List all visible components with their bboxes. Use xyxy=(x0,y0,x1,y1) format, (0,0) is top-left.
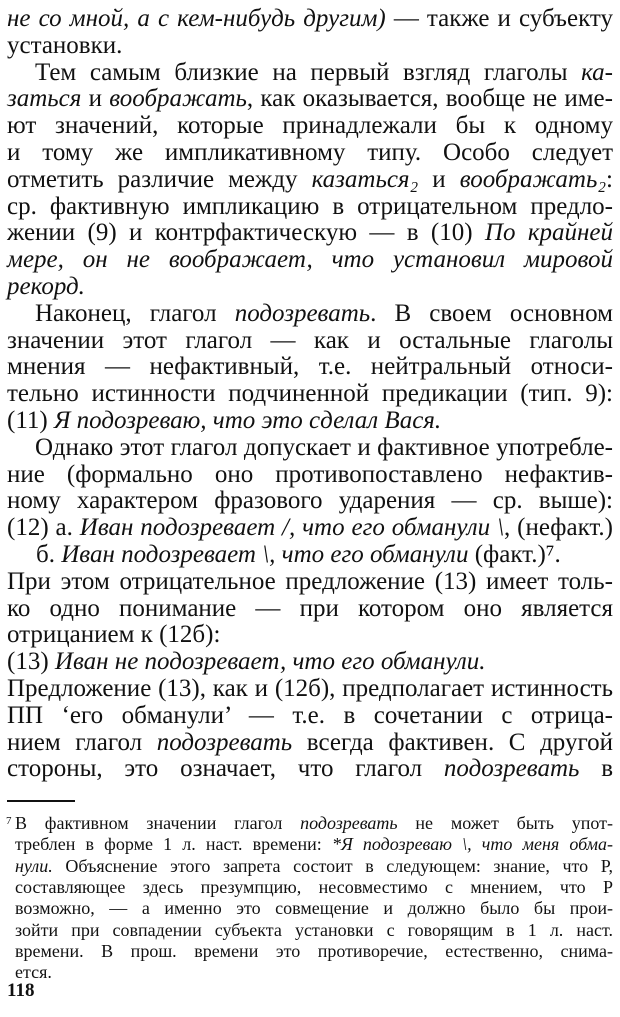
italic-text: подозревать xyxy=(300,813,398,833)
text-run: В фактивном значении глагол xyxy=(15,813,301,833)
italic-text: нули. xyxy=(15,855,53,876)
text-run: мнения — нефактивный, т.е. нейтральный относи- xyxy=(7,353,613,381)
footnote-mark: 7 xyxy=(6,815,12,827)
text-run: тельно истинности подчиненной предикации (тип. 9): xyxy=(7,380,613,408)
text-run: , (нефакт.) xyxy=(504,514,614,542)
italic-text: Иван не подозревает, что его обманули. xyxy=(54,648,486,676)
text-run: (13) xyxy=(7,648,55,676)
body-line xyxy=(7,752,613,786)
italic-text: мере, он не воображает, что установил мировой xyxy=(7,246,613,274)
text-run: . В своем основном xyxy=(370,299,613,327)
text-run: ному характером фразового ударения — ср. выше): xyxy=(7,487,613,515)
text-run: и xyxy=(81,85,110,113)
text-run: б. xyxy=(36,541,62,568)
text-run: ние (формально оно противопоставлено нефактив- xyxy=(7,460,613,488)
text-run: Наконец, глагол xyxy=(35,299,235,327)
text-run: Предложение (13), как и (12б), предполагает истинность xyxy=(7,675,613,702)
italic-text: казаться₂ xyxy=(311,165,419,193)
text-run: отметить различие между xyxy=(7,165,312,193)
text-run: жении (9) и контрфактическую — в (10) xyxy=(7,219,485,247)
italic-text: Я подозреваю, что это сделал Вася. xyxy=(53,407,442,434)
text-run: (11) xyxy=(7,407,54,434)
text-run: : xyxy=(606,165,613,193)
footnote-separator xyxy=(7,800,75,802)
text-run: составляющее здесь презумпцию, несовместимо с мнением, что Р xyxy=(15,876,613,897)
italic-text: По крайней xyxy=(484,219,614,247)
text-run: отрицанием к (12б): xyxy=(7,621,221,649)
text-run: и тому же импликативному типу. Особо следует xyxy=(7,139,613,166)
text-run: установки. xyxy=(7,31,123,59)
text-run: в xyxy=(579,755,613,783)
text-run: ср. фактивную импликацию в отрицательном предло- xyxy=(7,192,613,220)
italic-text: воображать₂ xyxy=(459,165,607,193)
text-run: Тем самым близкие на первый взгляд глаголы xyxy=(35,58,582,86)
italic-text: заться xyxy=(7,85,82,113)
text-run: возможно, — а именно это совмещение и должно было бы прои- xyxy=(15,898,613,919)
text-run: времени. В прош. времени это противоречие, естественно, снима- xyxy=(15,940,613,961)
text-run: не может быть упот- xyxy=(397,813,613,833)
italic-text: рекорд. xyxy=(7,273,85,300)
text-run: зойти при совпадении субъекта установки с говорящим в 1 л. наст. xyxy=(15,919,613,940)
italic-text: воображать xyxy=(109,85,247,113)
italic-text: не со мной, а с кем-нибудь другим) xyxy=(7,5,386,32)
text-run: При этом отрицательное предложение (13) имеет толь- xyxy=(7,567,613,595)
italic-text: подозревать xyxy=(234,299,371,327)
text-run: и xyxy=(418,165,460,193)
text-run: всегда фактивен. С другой xyxy=(292,728,613,756)
italic-text: Иван подозревает \, что его обманули xyxy=(61,541,469,568)
text-run: — также и субъекту xyxy=(385,5,613,32)
page-number: 118 xyxy=(7,980,35,1001)
text-run: ПП ‘его обманули’ — т.е. в сочетании с отрица- xyxy=(7,701,613,729)
text-run: стороны, это означает, что глагол xyxy=(7,755,444,783)
text-run: значении этот глагол — как и остальные глаголы xyxy=(7,326,613,354)
text-run: ко одно понимание — при котором оно является xyxy=(7,594,613,622)
footnote-line xyxy=(15,960,613,985)
text-run: ют значений, которые принадлежали бы к одному xyxy=(7,112,613,140)
text-run: ется. xyxy=(15,962,52,983)
italic-text: *Я подозреваю \, что меня обма- xyxy=(331,834,613,855)
italic-text: ка- xyxy=(581,58,613,86)
text-run: треблен в форме 1 л. наст. времени: xyxy=(15,834,332,855)
text-run: (12) а. xyxy=(7,514,80,542)
italic-text: подозревать xyxy=(443,755,580,783)
text-run: нием глагол xyxy=(7,728,157,756)
text-run: , как оказывается, вообще не име- xyxy=(246,85,613,113)
italic-text: подозревать xyxy=(156,728,293,756)
italic-text: Иван подозревает /, что его обманули \ xyxy=(79,514,505,542)
text-run: (факт.)⁷. xyxy=(468,541,561,568)
text-run: Объяснение этого запрета состоит в следующем: знание, что Р, xyxy=(52,855,613,876)
text-run: Однако этот глагол допускает и фактивное употребле- xyxy=(35,433,613,461)
